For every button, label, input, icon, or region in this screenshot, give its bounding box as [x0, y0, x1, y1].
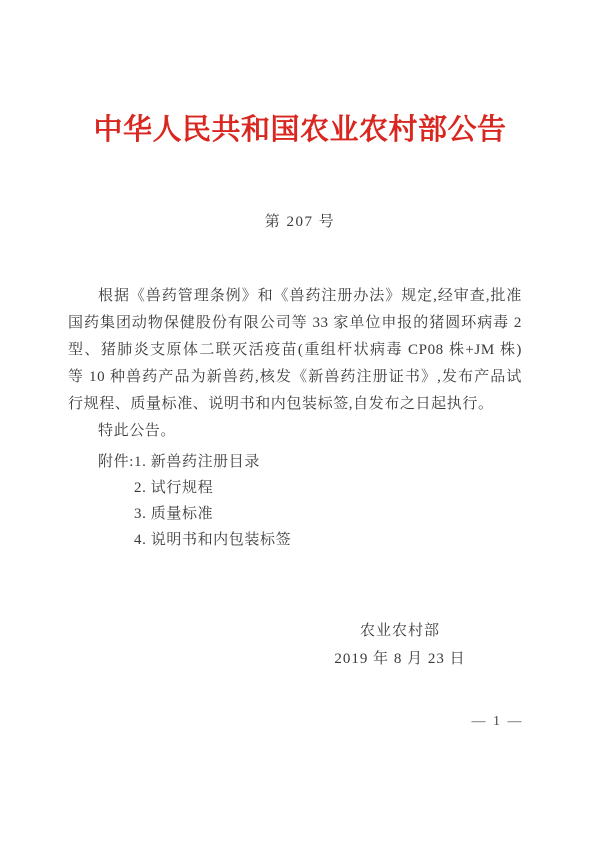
attachment-item-1: 1. 新兽药注册目录 — [133, 454, 260, 470]
body-line: 国药集团动物保健股份有限公司等 33 家单位申报的猪圆环病毒 2 — [68, 315, 522, 331]
attachment-item-2: 2. 试行规程 — [133, 480, 214, 496]
attachments-label: 附件: — [98, 454, 134, 470]
body-line: 型、猪肺炎支原体二联灭活疫苗(重组杆状病毒 CP08 株+JM 株) — [68, 342, 522, 358]
signature-date: 2019 年 8 月 23 日 — [334, 651, 466, 667]
attachments-list — [134, 449, 291, 553]
signature-issuer: 农业农村部 — [359, 623, 440, 639]
attachment-item-3: 3. 质量标准 — [133, 506, 214, 522]
body-line-closing: 特此公告。 — [98, 423, 177, 439]
signature-block — [300, 617, 500, 673]
body-line: 等 10 种兽药产品为新兽药,核发《新兽药注册证书》,发布产品试 — [68, 369, 522, 385]
document-number: 第 207 号 — [264, 214, 336, 230]
body-line: 行规程、质量标准、说明书和内包装标签,自发布之日起执行。 — [68, 396, 494, 412]
announcement-title: 中华人民共和国农业农村部公告 — [93, 114, 507, 146]
body-paragraph — [68, 283, 522, 445]
attachments-block — [98, 449, 291, 553]
attachment-item-4: 4. 说明书和内包装标签 — [133, 532, 292, 548]
page-number: — 1 — — [471, 714, 524, 729]
body-line: 根据《兽药管理条例》和《兽药注册办法》规定,经审查,批准 — [98, 288, 522, 304]
